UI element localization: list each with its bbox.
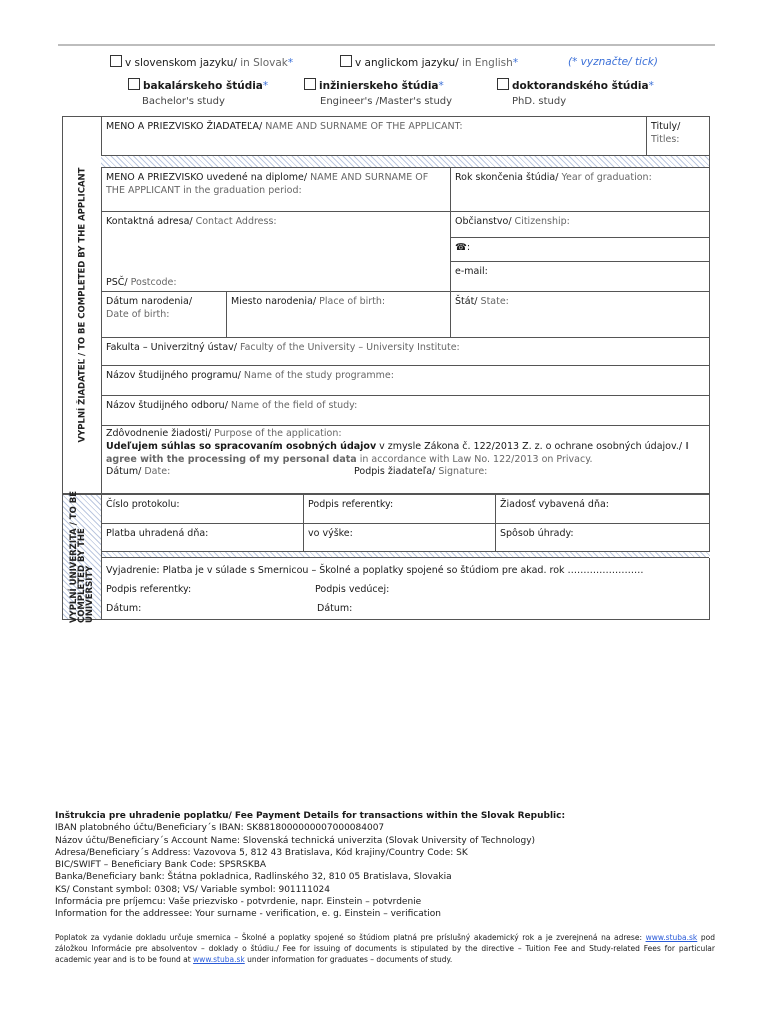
instruction-line: Information for the addressee: Your surname - verification, e. g. Einstein – verification <box>55 909 442 920</box>
instructions-title: Inštrukcia pre uhradenie poplatku/ Fee Payment Details for transactions within the Slovak Republic: <box>55 811 566 821</box>
engineer-checkbox[interactable] <box>304 78 316 90</box>
stuba-link-2[interactable]: www.stuba.sk <box>193 955 245 964</box>
applicant-section <box>62 116 710 494</box>
stuba-link-1[interactable]: www.stuba.sk <box>645 933 698 942</box>
clerk-signature-field[interactable]: Podpis referentky: <box>303 495 495 523</box>
english-checkbox[interactable] <box>340 55 352 67</box>
instruction-line: Adresa/Beneficiary´s Address: Vazovova 5, 812 43 Bratislava, Kód krajiny/Country Code: SK <box>55 847 468 858</box>
place-of-birth-field[interactable]: Miesto narodenia/ Place of birth: <box>226 291 450 337</box>
phd-option[interactable]: doktorandského štúdia* <box>497 78 654 92</box>
email-field[interactable]: e-mail: <box>450 261 709 295</box>
graduation-year-field[interactable]: Rok skončenia štúdia/ Year of graduation: <box>450 167 709 211</box>
instruction-line: Názov účtu/Beneficiary´s Account Name: Slovenská technická univerzita (Slovak University of Technology) <box>55 835 536 846</box>
top-rule <box>58 44 715 46</box>
faculty-field[interactable]: Fakulta – Univerzitný ústav/ Faculty of the University – University Institute: <box>101 337 709 365</box>
study-programme-field[interactable]: Názov študijného programu/ Name of the study programme: <box>101 365 709 395</box>
instruction-line: IBAN platobného účtu/Beneficiary´s IBAN: SK8818000000007000084007 <box>55 823 385 834</box>
tick-note: (* vyznačte/ tick) <box>568 56 658 68</box>
date-of-birth-field[interactable]: Dátum narodenia/ Date of birth: <box>101 291 226 337</box>
university-side-label: VYPLNÍ UNIVERZITA / TO BE COMPLETED BY THE UNIVERSITY <box>63 495 101 619</box>
bachelor-checkbox[interactable] <box>128 78 140 90</box>
slovak-checkbox[interactable] <box>110 55 122 67</box>
phone-field[interactable]: ☎: <box>450 237 709 261</box>
bachelor-option[interactable]: bakalárskeho štúdia* <box>128 78 268 92</box>
university-section <box>62 490 710 624</box>
instruction-line: BIC/SWIFT – Beneficiary Bank Code: SPSRSKBA <box>55 860 267 871</box>
payment-method-field[interactable]: Spôsob úhrady: <box>495 523 709 551</box>
titles-field[interactable]: Tituly/ Titles: <box>646 117 709 155</box>
engineer-label-en: Engineer's /Master's study <box>320 96 453 107</box>
purpose-field[interactable]: Zdôvodnenie žiadosti/ Purpose of the application: Udeľujem súhlas so spracovaním osobných údajov v zmysle Zákona č. 122/2013 Z. z. o ochrane osobných údajov./ I agree with the processing of my personal data in accordance with Law No. 122/2013 on Privacy. <box>101 425 709 463</box>
fee-footnote: Poplatok za vydanie dokladu určuje smernica – Školné a poplatky spojené so štúdiom platná pre príslušný akademický rok a je zverejnená na adrese: www.stuba.sk pod záložkou Informácie pre absolventov – doklady o štúdiu./ Fee for issuing of documents is stipulated by the directive – Tuition Fee and Study-related Fees for particular academic year and is to be found at www.stuba.sk under information for graduates – documents of study. <box>55 933 715 964</box>
applicant-side-label: VYPLNÍ ŽIADATEĽ / TO BE COMPLETED BY THE APPLICANT <box>77 167 88 443</box>
instruction-line: Informácia pre príjemcu: Vaše priezvisko - potvrdenie, napr. Einstein – potvrdenie <box>55 897 422 908</box>
request-done-date-field[interactable]: Žiadosť vybavená dňa: <box>495 495 709 523</box>
language-english-option[interactable]: v anglickom jazyku/ in English* <box>340 55 518 69</box>
amount-field[interactable]: vo výške: <box>303 523 495 551</box>
engineer-option[interactable]: inžinierskeho štúdia* <box>304 78 444 92</box>
diploma-name-field[interactable]: MENO A PRIEZVISKO uvedené na diplome/ NAME AND SURNAME OF THE APPLICANT in the graduation period: <box>101 167 450 211</box>
consent-text: Udeľujem súhlas so spracovaním osobných údajov v zmysle Zákona č. 122/2013 Z. z. o ochrane osobných údajov./ I agree with the processing of my personal data in accordance with Law No. 122/2013 on Privacy. <box>106 441 689 465</box>
protocol-number-field[interactable]: Číslo protokolu: <box>101 495 303 523</box>
bachelor-label-en: Bachelor's study <box>142 96 225 107</box>
application-date-field[interactable]: Dátum/ Date: <box>101 463 350 493</box>
statement-field[interactable]: Vyjadrenie: Platba je v súlade s Smernicou – Školné a poplatky spojené so štúdiom pre akad. rok …………………… Podpis referentky: Podpis vedúcej: Dátum: Dátum: <box>101 557 709 619</box>
phd-checkbox[interactable] <box>497 78 509 90</box>
state-field[interactable]: Štát/ State: <box>450 291 709 337</box>
language-slovak-option[interactable]: v slovenskom jazyku/ in Slovak* <box>110 55 293 69</box>
payment-date-field[interactable]: Platba uhradená dňa: <box>101 523 303 551</box>
citizenship-field[interactable]: Občianstvo/ Citizenship: <box>450 211 709 237</box>
phone-icon: ☎ <box>455 242 467 253</box>
instruction-line: KS/ Constant symbol: 0308; VS/ Variable symbol: 901111024 <box>55 884 331 895</box>
instruction-line: Banka/Beneficiary bank: Štátna pokladnica, Radlinského 32, 810 05 Bratislava, Slovakia <box>55 872 452 883</box>
field-of-study-field[interactable]: Názov študijného odboru/ Name of the field of study: <box>101 395 709 425</box>
postcode-field[interactable]: PSČ/ Postcode: <box>101 275 450 293</box>
payment-instructions <box>55 810 725 921</box>
phd-label-en: PhD. study <box>512 96 567 107</box>
applicant-name-field[interactable]: MENO A PRIEZVISKO ŽIADATEĽA/ NAME AND SURNAME OF THE APPLICANT: <box>101 117 646 155</box>
applicant-signature-field[interactable]: Podpis žiadateľa/ Signature: <box>354 466 488 477</box>
contact-address-field[interactable]: Kontaktná adresa/ Contact Address: <box>101 211 450 295</box>
